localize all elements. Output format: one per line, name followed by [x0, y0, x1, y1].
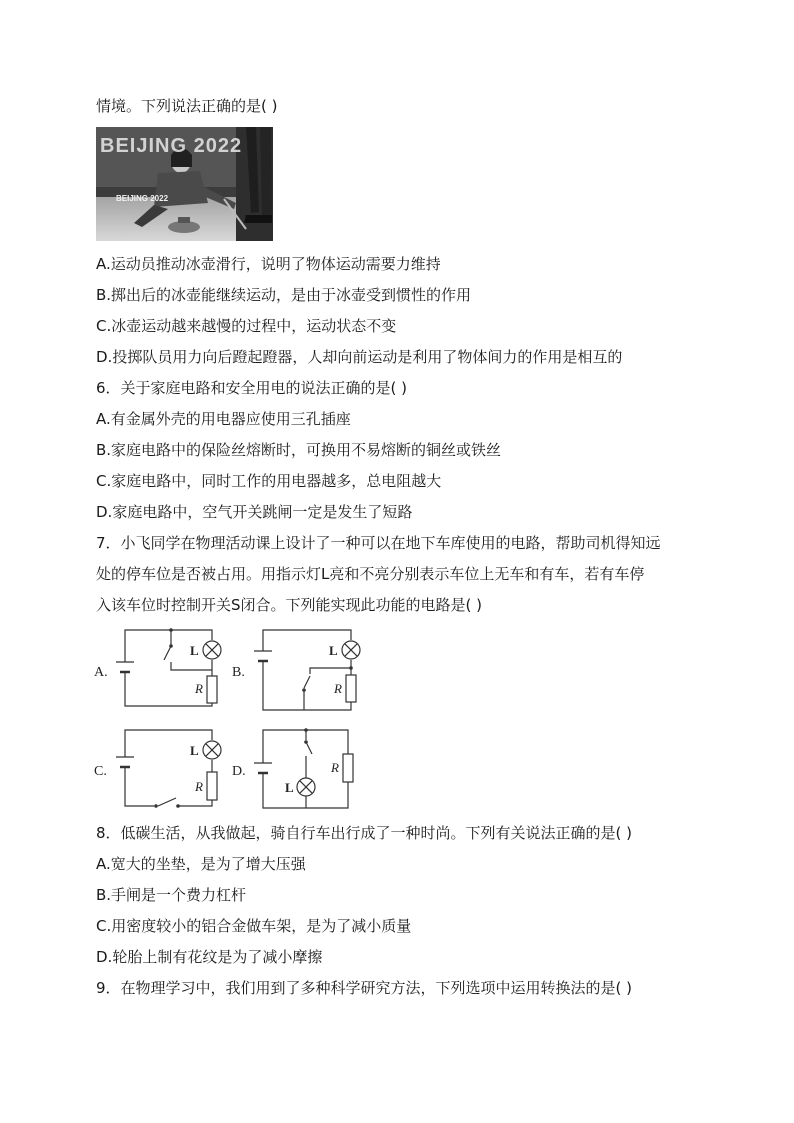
- circuit-b-lamp-label: L: [329, 643, 338, 658]
- q5-option-d: D.投掷队员用力向后蹬起蹬器，人却向前运动是利用了物体间力的作用是相互的: [96, 348, 623, 366]
- beijing-logo-text: BEIJING 2022: [116, 194, 169, 203]
- beijing-banner-text: BEIJING 2022: [100, 135, 243, 157]
- q6-option-c: C.家庭电路中，同时工作的用电器越多，总电阻越大: [96, 472, 442, 490]
- circuit-a-resistor-label: R: [195, 681, 203, 696]
- circuit-d-resistor-label: R: [331, 760, 339, 775]
- resistor-icon: [346, 675, 356, 702]
- lamp-icon: [203, 741, 221, 759]
- q5-stem-tail: 情境。下列说法正确的是( ): [96, 97, 278, 115]
- circuit-b-option-label: B.: [232, 665, 245, 680]
- lamp-icon: [203, 641, 221, 659]
- circuit-c-option-label: C.: [94, 764, 107, 779]
- circuit-diagram-c: [94, 726, 224, 811]
- curling-athlete-photo-icon: [96, 127, 273, 241]
- q5-option-a: A.运动员推动冰壶滑行，说明了物体运动需要力维持: [96, 255, 441, 273]
- q8-stem: 8．低碳生活，从我做起，骑自行车出行成了一种时尚。下列有关说法正确的是( ): [96, 824, 633, 842]
- q6-stem: 6．关于家庭电路和安全用电的说法正确的是( ): [96, 379, 408, 397]
- circuit-c-resistor-label: R: [195, 779, 203, 794]
- circuit-c-lamp-label: L: [190, 743, 199, 758]
- q5-option-b: B.掷出后的冰壶能继续运动，是由于冰壶受到惯性的作用: [96, 286, 472, 304]
- q8-option-a: A.宽大的坐垫，是为了增大压强: [96, 855, 306, 873]
- q8-option-c: C.用密度较小的铝合金做车架，是为了减小质量: [96, 917, 412, 935]
- circuit-a-lamp-label: L: [190, 643, 199, 658]
- q8-option-b: B.手闸是一个费力杠杆: [96, 886, 247, 904]
- circuit-d-option-label: D.: [232, 764, 246, 779]
- circuit-diagram-a: [94, 626, 224, 711]
- circuit-a-option-label: A.: [94, 665, 108, 680]
- circuit-diagram-d: [232, 726, 367, 811]
- q6-option-a: A.有金属外壳的用电器应使用三孔插座: [96, 410, 351, 428]
- circuit-d-lamp-label: L: [285, 780, 294, 795]
- q6-option-d: D.家庭电路中，空气开关跳闸一定是发生了短路: [96, 503, 413, 521]
- circuit-diagram-b: [232, 626, 367, 711]
- q5-option-c: C.冰壶运动越来越慢的过程中，运动状态不变: [96, 317, 397, 335]
- q7-stem-line-2: 处的停车位是否被占用。用指示灯L亮和不亮分别表示车位上无车和有车，若有车停: [96, 565, 645, 583]
- q7-stem-line-1: 7．小飞同学在物理活动课上设计了一种可以在地下车库使用的电路，帮助司机得知远: [96, 534, 661, 552]
- resistor-icon: [207, 676, 217, 703]
- lamp-icon: [342, 641, 360, 659]
- q8-option-d: D.轮胎上制有花纹是为了减小摩擦: [96, 948, 323, 966]
- resistor-icon: [343, 754, 353, 782]
- resistor-icon: [207, 772, 217, 800]
- q6-option-b: B.家庭电路中的保险丝熔断时，可换用不易熔断的铜丝或铁丝: [96, 441, 502, 459]
- q7-stem-line-3: 入该车位时控制开关S闭合。下列能实现此功能的电路是( ): [96, 596, 482, 614]
- q9-stem: 9．在物理学习中，我们用到了多种科学研究方法，下列选项中运用转换法的是( ): [96, 979, 633, 997]
- lamp-icon: [297, 778, 315, 796]
- circuit-b-resistor-label: R: [334, 681, 342, 696]
